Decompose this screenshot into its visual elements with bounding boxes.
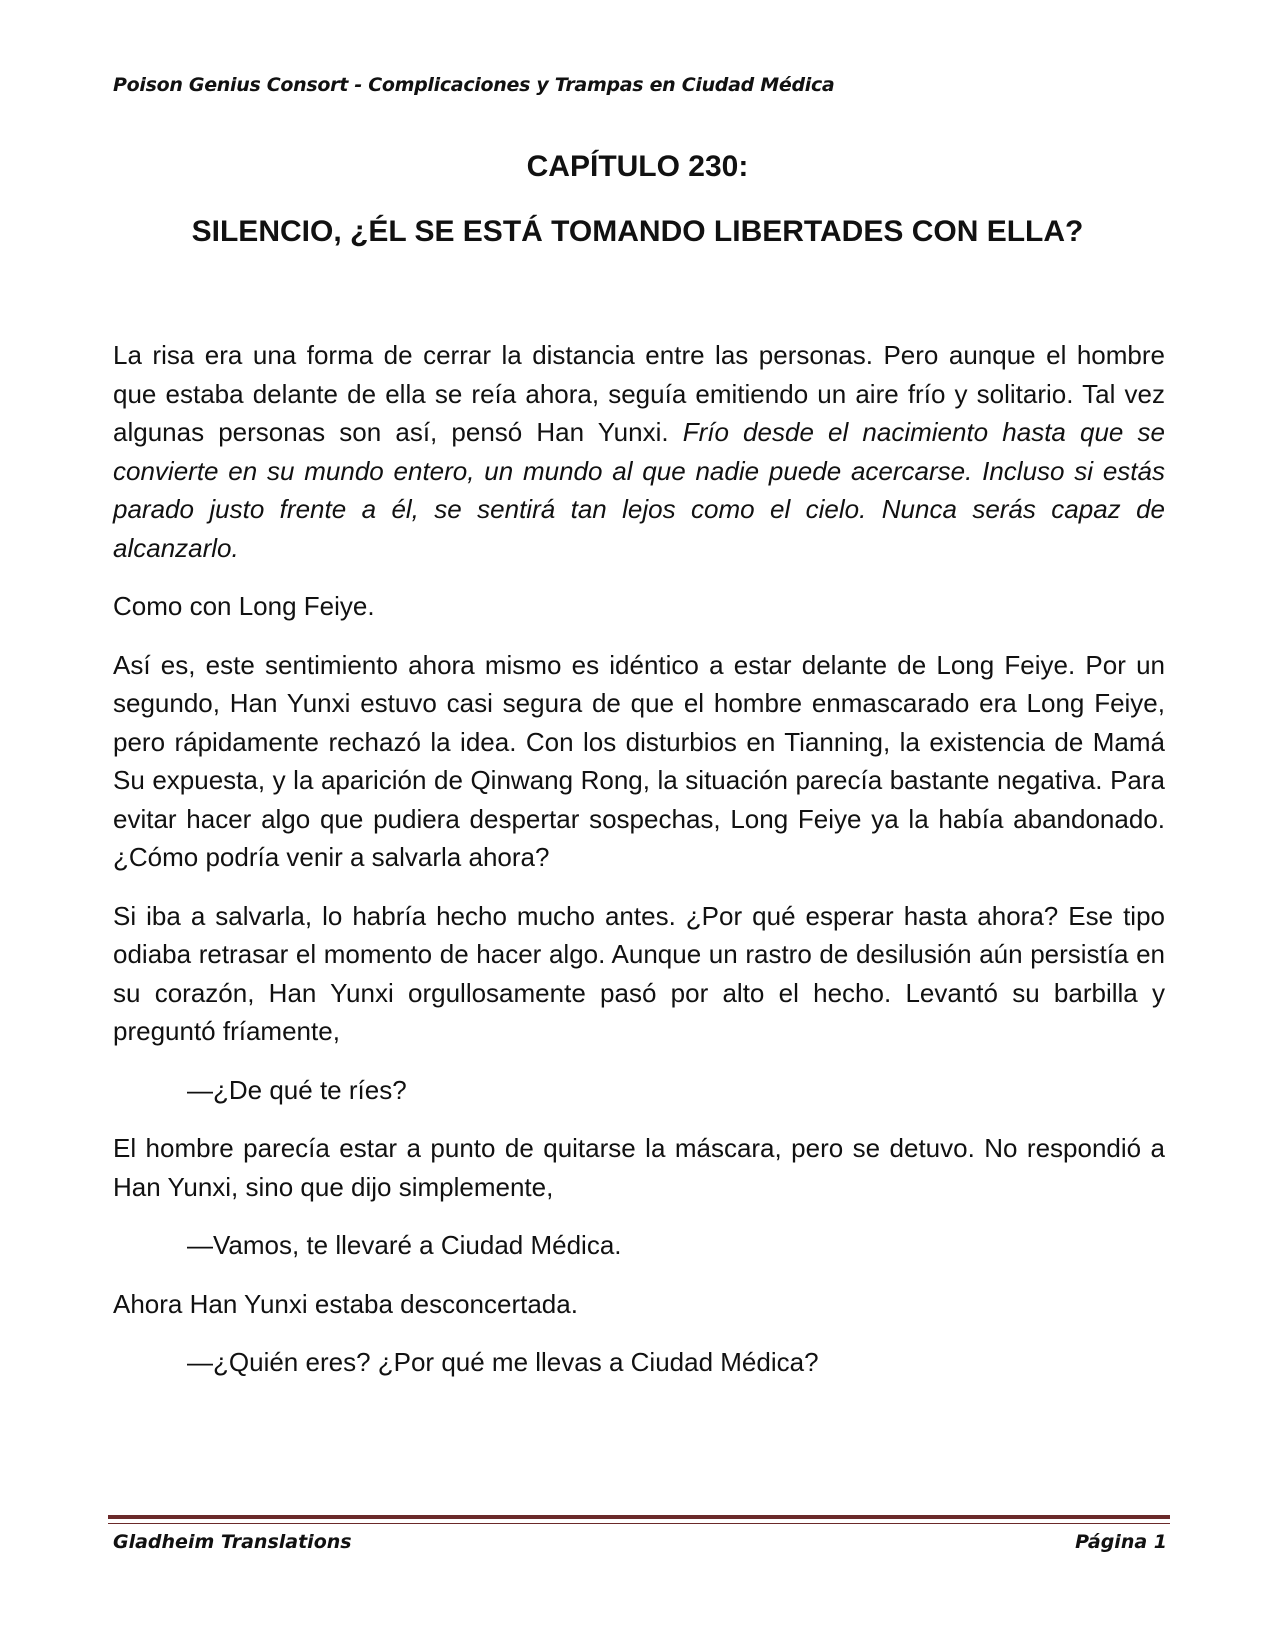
footer-divider-thick	[108, 1515, 1170, 1519]
paragraph-3: Así es, este sentimiento ahora mismo es idéntico a estar delante de Long Feiye. Por un segundo, Han Yunxi estuvo casi segura de que el hombre enmascarado era Long Feiye, pero rápidamente rechazó la idea. Con los disturbios en Tianning, la existencia de Mamá Su expuesta, y la aparición de Qinwang Rong, la situación parecía bastante negativa. Para evitar hacer algo que pudiera despertar sospechas, Long Feiye ya la había abandonado. ¿Cómo podría venir a salvarla ahora?	[113, 649, 1165, 872]
paragraph-4: Si iba a salvarla, lo habría hecho mucho antes. ¿Por qué esperar hasta ahora? Ese tipo odiaba retrasar el momento de hacer algo. Aunque un rastro de desilusión aún persistía en su corazón, Han Yunxi orgullosamente pasó por alto el hecho. Levantó su barbilla y preguntó fríamente,	[113, 900, 1165, 1046]
body-text	[113, 336, 1165, 1402]
paragraph-8: Ahora Han Yunxi estaba desconcertada.	[113, 1288, 578, 1319]
dialog-line-3: —¿Quién eres? ¿Por qué me llevas a Ciudad Médica?	[187, 1347, 819, 1377]
chapter-number: CAPÍTULO 230:	[526, 150, 749, 183]
dialog-line-2: —Vamos, te llevaré a Ciudad Médica.	[187, 1230, 622, 1260]
paragraph-2: Como con Long Feiye.	[113, 591, 375, 621]
dialog-line-1: —¿De qué te ríes?	[187, 1074, 407, 1105]
paragraph-1	[113, 336, 1165, 567]
chapter-title: SILENCIO, ¿ÉL SE ESTÁ TOMANDO LIBERTADES CON ELLA?	[191, 215, 1084, 248]
footer-publisher: Gladheim Translations	[113, 1531, 352, 1553]
footer-divider-thin	[108, 1523, 1170, 1524]
paragraph-1-italic: Frío desde el nacimiento hasta que se convierte en su mundo entero, un mundo al que nadie puede acercarse. Incluso si estás parado justo frente a él, se sentirá tan lejos como el cielo. Nunca serás capaz de alcanzarlo.	[113, 417, 1165, 563]
running-header: Poison Genius Consort - Complicaciones y Trampas en Ciudad Médica	[113, 74, 835, 96]
paragraph-1-text: La risa era una forma de cerrar la distancia entre las personas. Pero aunque el hombre que estaba delante de ella se reía ahora, seguía emitiendo un aire frío y solitario. Tal vez algunas personas son así, pensó Han Yunxi.	[113, 340, 1165, 447]
footer-page-number: Página 1	[1075, 1531, 1167, 1553]
paragraph-6: El hombre parecía estar a punto de quitarse la máscara, pero se detuvo. No respondió a Han Yunxi, sino que dijo simplemente,	[113, 1133, 1165, 1202]
